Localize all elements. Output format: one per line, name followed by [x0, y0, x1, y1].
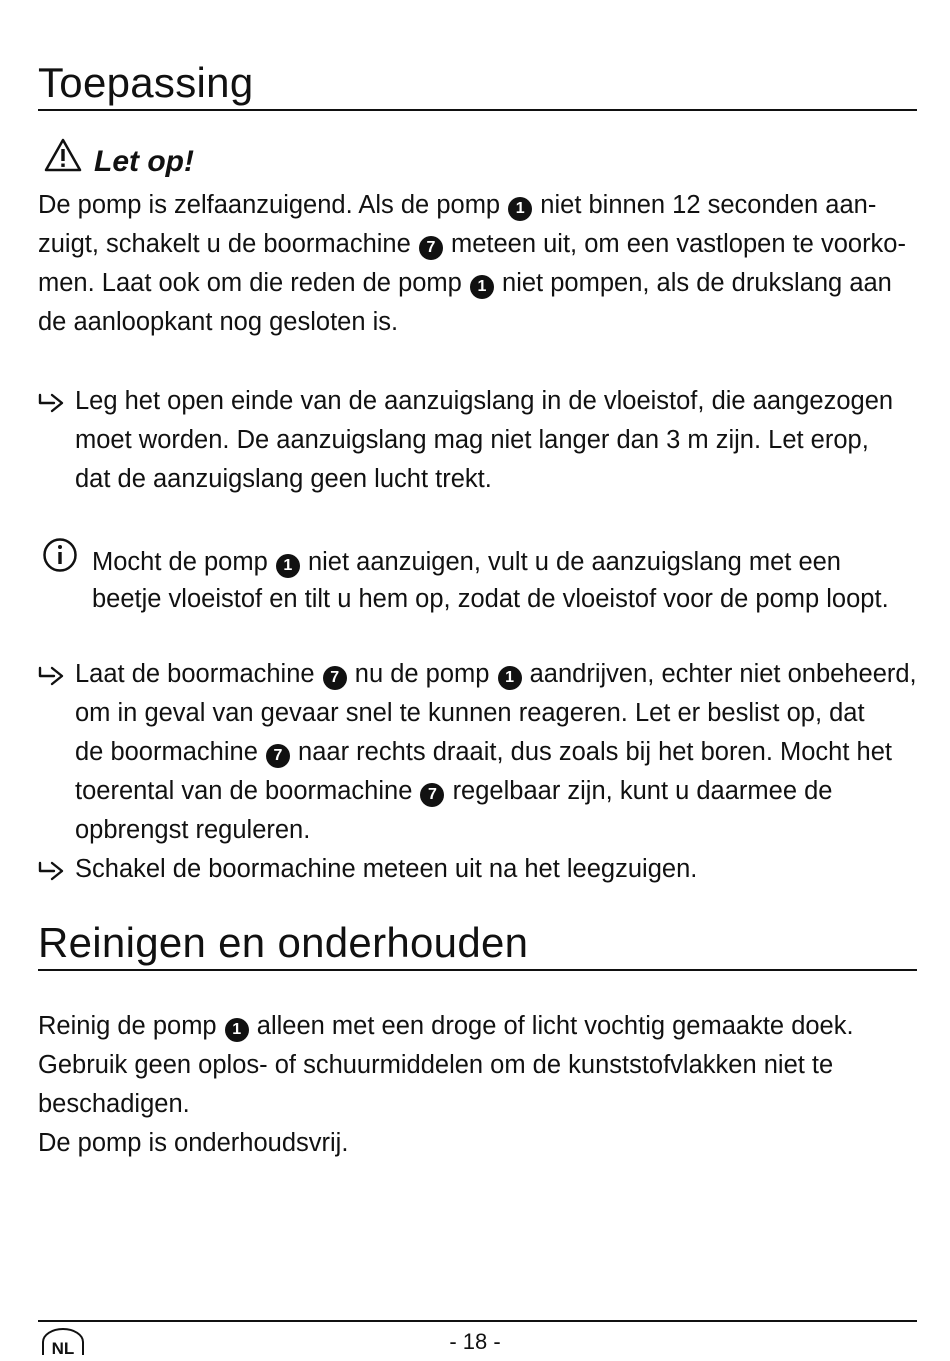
text-line [38, 225, 906, 264]
step-text-3 [75, 850, 697, 889]
text-segment: alleen met een droge of licht vochtig gemaakte doek. [249, 1012, 854, 1040]
text-segment: Laat de boormachine [75, 660, 322, 688]
text-segment: beschadigen. [38, 1090, 190, 1118]
text-segment: om in geval van gevaar snel te kunnen reageren. Let er beslist op, dat [75, 699, 865, 727]
arrow-bullet-icon [38, 662, 66, 686]
text-line [38, 303, 906, 342]
text-segment: moet worden. De aanzuigslang mag niet langer dan 3 m zijn. Let erop, [75, 426, 869, 454]
reference-number-badge: 7 [419, 236, 443, 260]
text-segment: Schakel de boormachine meteen uit na het leegzuigen. [75, 855, 698, 883]
text-segment: De pomp is zelfaanzuigend. Als de pomp [38, 191, 508, 219]
text-segment: Mocht de pomp [92, 548, 275, 576]
text-segment: naar rechts draait, dus zoals bij het boren. Mocht het [290, 738, 892, 766]
warning-text [38, 186, 906, 342]
text-line [75, 850, 697, 889]
text-segment: Reinig de pomp [38, 1012, 224, 1040]
arrow-bullet-icon [38, 389, 66, 413]
text-segment: regelbaar zijn, kunt u daarmee de [445, 777, 833, 805]
text-segment: niet aanzuigen, vult u de aanzuigslang met een [300, 548, 841, 576]
section-title-reinigen: Reinigen en onderhouden [38, 919, 529, 966]
section-divider [38, 969, 917, 971]
reference-number-badge: 1 [225, 1018, 249, 1042]
text-segment: dat de aanzuigslang geen lucht trekt. [75, 465, 492, 493]
arrow-bullet-icon [38, 857, 66, 881]
text-segment: De pomp is onderhoudsvrij. [38, 1129, 349, 1157]
page-number: - 18 - [449, 1329, 501, 1354]
step-text-2 [75, 655, 917, 850]
text-segment: zuigt, schakelt u de boormachine [38, 230, 418, 258]
text-line [38, 1007, 854, 1046]
warning-title: Let op! [94, 145, 194, 178]
reference-number-badge: 1 [276, 554, 300, 578]
warning-triangle-icon [44, 138, 82, 172]
text-line [75, 460, 893, 499]
text-line [75, 733, 917, 772]
text-line [38, 186, 906, 225]
text-segment: opbrengst reguleren. [75, 816, 311, 844]
reference-number-badge: 7 [420, 783, 444, 807]
text-line [38, 1124, 854, 1163]
text-line [38, 1085, 854, 1124]
text-segment: aandrijven, echter niet onbeheerd, [522, 660, 917, 688]
text-segment: niet binnen 12 seconden aan- [533, 191, 877, 219]
footer-divider [38, 1320, 917, 1322]
step-text-1 [75, 382, 893, 499]
text-segment: meteen uit, om een vastlopen te voorko- [443, 230, 906, 258]
reference-number-badge: 7 [266, 744, 290, 768]
text-segment: men. Laat ook om die reden de pomp [38, 269, 469, 297]
text-line [92, 581, 889, 618]
text-segment: nu de pomp [347, 660, 497, 688]
reference-number-badge: 1 [508, 197, 532, 221]
text-line [38, 264, 906, 303]
cleaning-text [38, 1007, 854, 1163]
text-line [75, 382, 893, 421]
text-segment: Gebruik geen oplos- of schuurmiddelen om de kunststofvlakken niet te [38, 1051, 834, 1079]
text-segment: Leg het open einde van de aanzuigslang in de vloeistof, die aangezogen [75, 387, 894, 415]
text-segment: de boormachine [75, 738, 265, 766]
text-line [38, 1046, 854, 1085]
text-segment: beetje vloeistof en tilt u hem op, zodat de vloeistof voor de pomp loopt. [92, 585, 889, 613]
reference-number-badge: 1 [470, 275, 494, 299]
text-line [75, 421, 893, 460]
reference-number-badge: 1 [498, 666, 522, 690]
text-segment: toerental van de boormachine [75, 777, 420, 805]
text-line [92, 544, 889, 581]
text-segment: de aanloopkant nog gesloten is. [38, 308, 399, 336]
info-text [92, 544, 889, 618]
section-divider [38, 109, 917, 111]
language-badge-text: NL [51, 1339, 75, 1356]
section-title-toepassing: Toepassing [38, 59, 254, 106]
text-line [75, 811, 917, 850]
info-icon [42, 537, 78, 573]
text-segment: niet pompen, als de drukslang aan [494, 269, 892, 297]
reference-number-badge: 7 [323, 666, 347, 690]
text-line [75, 772, 917, 811]
text-line [75, 694, 917, 733]
text-line [75, 655, 917, 694]
